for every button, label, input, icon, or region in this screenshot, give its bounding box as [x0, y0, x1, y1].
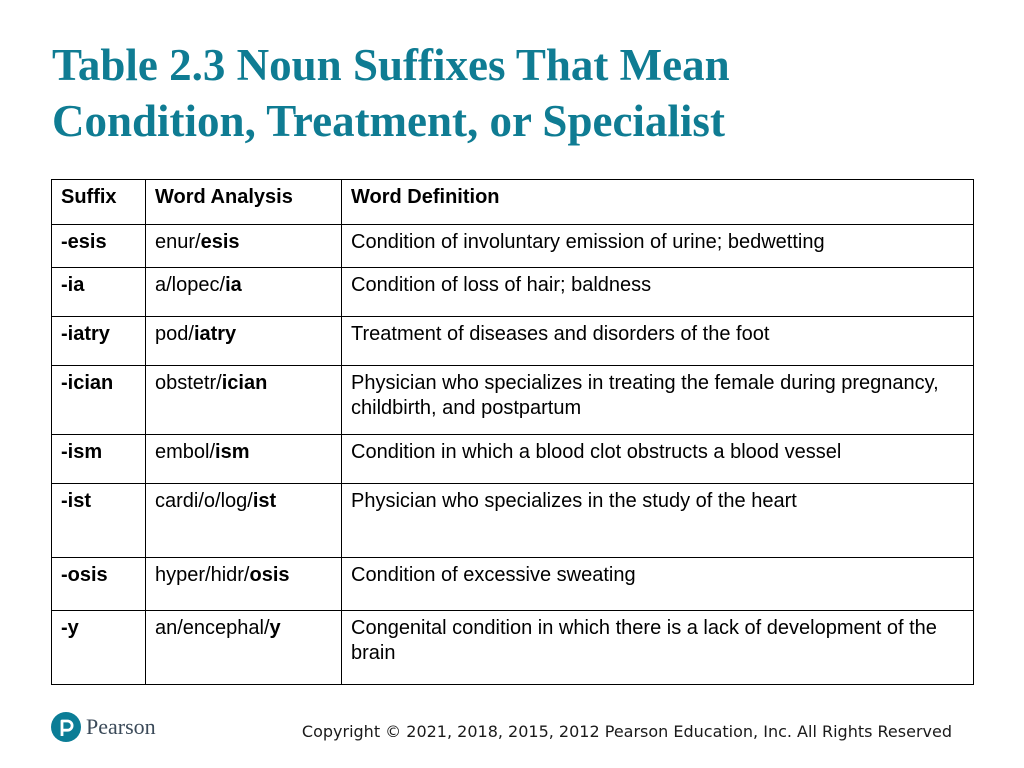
- word-analysis-cell: [146, 558, 342, 611]
- pearson-logo-text: Pearson: [86, 714, 156, 739]
- analysis-suffix: osis: [249, 564, 290, 586]
- analysis-root: embol/: [155, 441, 216, 463]
- word-analysis-cell: [146, 366, 342, 435]
- analysis-root: hyper/hidr/: [155, 564, 250, 586]
- definition-cell: Condition in which a blood clot obstructs a blood vessel: [342, 435, 974, 484]
- definition-cell: Condition of loss of hair; baldness: [342, 268, 974, 317]
- table-row: [52, 225, 974, 268]
- pearson-logo: [51, 712, 156, 742]
- pearson-p-logo-icon: [51, 712, 81, 742]
- table-row: [52, 268, 974, 317]
- suffix-cell: -ist: [52, 484, 146, 558]
- word-analysis-cell: [146, 225, 342, 268]
- suffix-cell: -ia: [52, 268, 146, 317]
- analysis-root: pod/: [155, 323, 194, 345]
- analysis-suffix: y: [269, 617, 281, 639]
- word-analysis-cell: [146, 484, 342, 558]
- table-row: [52, 435, 974, 484]
- analysis-root: cardi/o/log/: [155, 490, 253, 512]
- word-analysis-cell: [146, 317, 342, 366]
- table-row: [52, 558, 974, 611]
- definition-cell: Treatment of diseases and disorders of the foot: [342, 317, 974, 366]
- header-suffix: Suffix: [52, 180, 146, 225]
- word-analysis-cell: [146, 611, 342, 685]
- suffix-cell: -iatry: [52, 317, 146, 366]
- title-line-1: Table 2.3 Noun Suffixes That Mean: [52, 40, 730, 90]
- header-word-definition: Word Definition: [342, 180, 974, 225]
- analysis-suffix: esis: [200, 231, 240, 253]
- suffix-table: [51, 179, 974, 685]
- copyright-notice: Copyright © 2021, 2018, 2015, 2012 Pearson Education, Inc. All Rights Reserved: [301, 722, 952, 741]
- suffix-cell: -ician: [52, 366, 146, 435]
- suffix-cell: -esis: [52, 225, 146, 268]
- analysis-suffix: ist: [252, 490, 277, 512]
- table-header-row: [52, 180, 974, 225]
- analysis-root: obstetr/: [155, 372, 222, 394]
- word-analysis-cell: [146, 435, 342, 484]
- definition-cell: Condition of excessive sweating: [342, 558, 974, 611]
- header-word-analysis: Word Analysis: [146, 180, 342, 225]
- analysis-suffix: ism: [215, 441, 250, 463]
- suffix-cell: -ism: [52, 435, 146, 484]
- definition-cell: Physician who specializes in treating the female during pregnancy, childbirth, and postpartum: [342, 366, 974, 435]
- definition-cell: Condition of involuntary emission of urine; bedwetting: [342, 225, 974, 268]
- table-row: [52, 317, 974, 366]
- table-row: [52, 484, 974, 558]
- analysis-suffix: ia: [225, 274, 242, 296]
- page-title: [52, 37, 992, 149]
- suffix-cell: -y: [52, 611, 146, 685]
- table-row: [52, 366, 974, 435]
- word-analysis-cell: [146, 268, 342, 317]
- analysis-root: an/encephal/: [155, 617, 270, 639]
- analysis-root: a/lopec/: [155, 274, 226, 296]
- definition-cell: Physician who specializes in the study of the heart: [342, 484, 974, 558]
- analysis-suffix: ician: [221, 372, 268, 394]
- analysis-root: enur/: [155, 231, 201, 253]
- table-row: [52, 611, 974, 685]
- suffix-cell: -osis: [52, 558, 146, 611]
- definition-cell: Congenital condition in which there is a lack of development of the brain: [342, 611, 974, 685]
- analysis-suffix: iatry: [193, 323, 237, 345]
- title-line-2: Condition, Treatment, or Specialist: [52, 96, 725, 146]
